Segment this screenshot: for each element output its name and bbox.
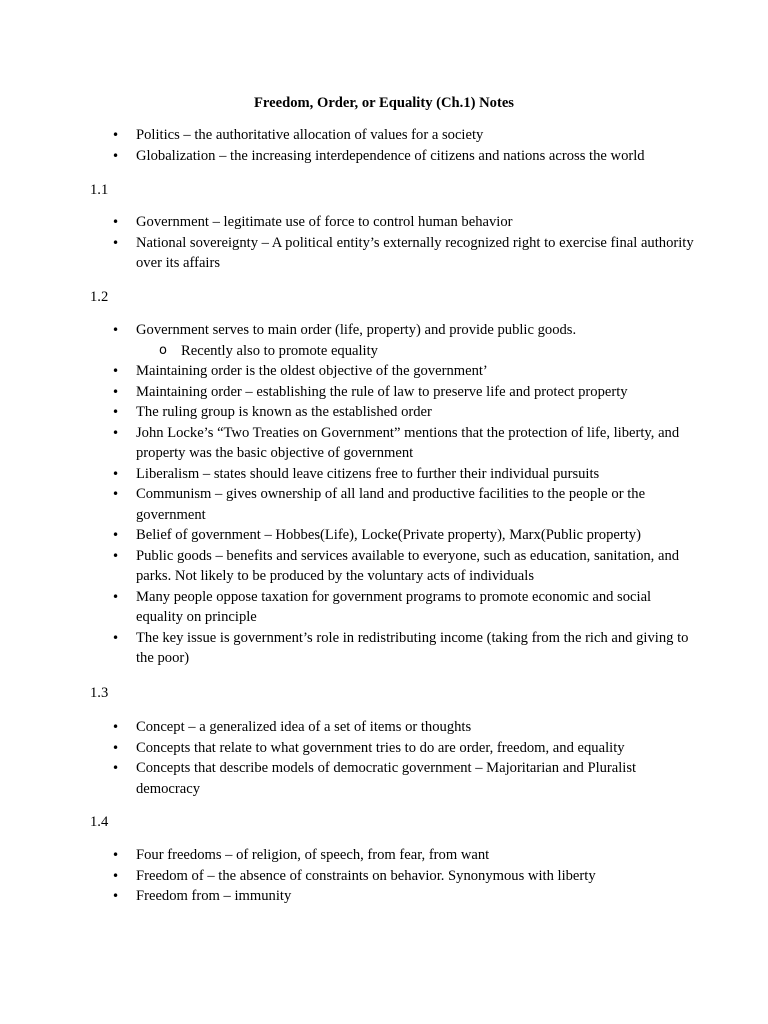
list-item bbox=[0, 758, 696, 799]
list-item bbox=[0, 423, 696, 464]
document-title: Freedom, Order, or Equality (Ch.1) Notes bbox=[254, 95, 514, 111]
list-item bbox=[0, 738, 696, 759]
list-item bbox=[0, 233, 696, 274]
list-item-text: The key issue is government’s role in redistributing income (taking from the rich and giving to the poor) bbox=[136, 629, 689, 666]
list-item-text: Communism – gives ownership of all land and productive facilities to the people or the government bbox=[136, 486, 646, 523]
list-item-text: The ruling group is known as the established order bbox=[136, 404, 432, 420]
list-item-text: Freedom from – immunity bbox=[136, 888, 292, 904]
bullet-icon: • bbox=[112, 848, 120, 862]
bullet-icon: • bbox=[112, 405, 120, 419]
list-item bbox=[0, 546, 696, 587]
sub-bullet-icon: o bbox=[159, 342, 167, 358]
bullet-icon: • bbox=[112, 868, 120, 883]
list-item-text: Government serves to main order (life, property) and provide public goods. bbox=[136, 322, 577, 338]
list-item-text: Freedom of – the absence of constraints on behavior. Synonymous with liberty bbox=[136, 867, 596, 884]
bullet-icon: • bbox=[112, 740, 120, 755]
bullet-icon: • bbox=[112, 384, 120, 399]
list-item-text: Maintaining order is the oldest objective of the government’ bbox=[136, 363, 488, 379]
list-item bbox=[0, 525, 696, 546]
list-item-text: John Locke’s “Two Treaties on Government” mentions that the protection of life, liberty, and property was the basic objective of government bbox=[136, 424, 680, 461]
list-item bbox=[0, 361, 696, 382]
list-item bbox=[0, 587, 696, 628]
sub-list-item-text: Recently also to promote equality bbox=[181, 342, 378, 359]
intro-list bbox=[0, 125, 696, 166]
bullet-icon: • bbox=[112, 425, 120, 440]
list-item bbox=[0, 402, 696, 423]
list-item bbox=[0, 125, 696, 146]
list-item-text: Globalization – the increasing interdependence of citizens and nations across the world bbox=[136, 147, 645, 164]
bullet-icon: • bbox=[112, 548, 120, 563]
list-item-text: Belief of government – Hobbes(Life), Locke(Private property), Marx(Public property) bbox=[136, 527, 641, 543]
bullet-icon: • bbox=[112, 487, 120, 501]
bullet-icon: • bbox=[112, 720, 120, 734]
list-item bbox=[0, 484, 696, 525]
bullet-icon: • bbox=[112, 215, 120, 229]
sub-list-item bbox=[136, 341, 696, 362]
bullet-icon: • bbox=[112, 235, 120, 250]
section-list bbox=[0, 717, 696, 799]
section-heading: 1.3 bbox=[90, 685, 109, 701]
list-item-text: Concept – a generalized idea of a set of items or thoughts bbox=[136, 719, 472, 735]
section-list bbox=[0, 212, 696, 274]
list-item-text: Many people oppose taxation for government programs to promote economic and social equality on principle bbox=[136, 588, 652, 625]
list-item-text: Concepts that relate to what government tries to do are order, freedom, and equality bbox=[136, 739, 625, 756]
bullet-icon: • bbox=[112, 148, 120, 163]
bullet-icon: • bbox=[112, 128, 120, 142]
bullet-icon: • bbox=[112, 630, 120, 645]
list-item bbox=[0, 866, 696, 887]
section-list bbox=[0, 845, 696, 907]
bullet-icon: • bbox=[112, 889, 120, 903]
list-item bbox=[0, 146, 696, 167]
list-item bbox=[0, 886, 696, 907]
list-item bbox=[0, 464, 696, 485]
bullet-icon: • bbox=[112, 466, 120, 481]
section-list bbox=[0, 320, 696, 669]
list-item-text: Concepts that describe models of democratic government – Majoritarian and Pluralist democracy bbox=[136, 760, 637, 797]
list-item-text: Government – legitimate use of force to control human behavior bbox=[136, 214, 513, 230]
list-item-text: National sovereignty – A political entity’s externally recognized right to exercise final authority over its affairs bbox=[136, 234, 694, 271]
bullet-icon: • bbox=[112, 323, 120, 337]
bullet-icon: • bbox=[112, 364, 120, 378]
list-item-text: Public goods – benefits and services available to everyone, such as education, sanitation, and parks. Not likely to be produced by the voluntary acts of individuals bbox=[136, 547, 680, 584]
list-item-text: Maintaining order – establishing the rule of law to preserve life and protect property bbox=[136, 383, 628, 400]
list-item bbox=[0, 212, 696, 233]
bullet-icon: • bbox=[112, 528, 120, 542]
list-item-text: Liberalism – states should leave citizens free to further their individual pursuits bbox=[136, 465, 600, 482]
list-item bbox=[0, 382, 696, 403]
section-heading: 1.4 bbox=[90, 814, 109, 830]
list-item bbox=[0, 717, 696, 738]
bullet-icon: • bbox=[112, 589, 120, 604]
section-heading: 1.1 bbox=[90, 182, 109, 198]
list-item-text: Four freedoms – of religion, of speech, from fear, from want bbox=[136, 847, 490, 863]
sub-list bbox=[136, 341, 696, 362]
list-item-text: Politics – the authoritative allocation of values for a society bbox=[136, 127, 484, 143]
bullet-icon: • bbox=[112, 761, 120, 775]
list-item bbox=[0, 845, 696, 866]
list-item bbox=[0, 320, 696, 361]
section-heading: 1.2 bbox=[90, 289, 109, 305]
list-item bbox=[0, 628, 696, 669]
